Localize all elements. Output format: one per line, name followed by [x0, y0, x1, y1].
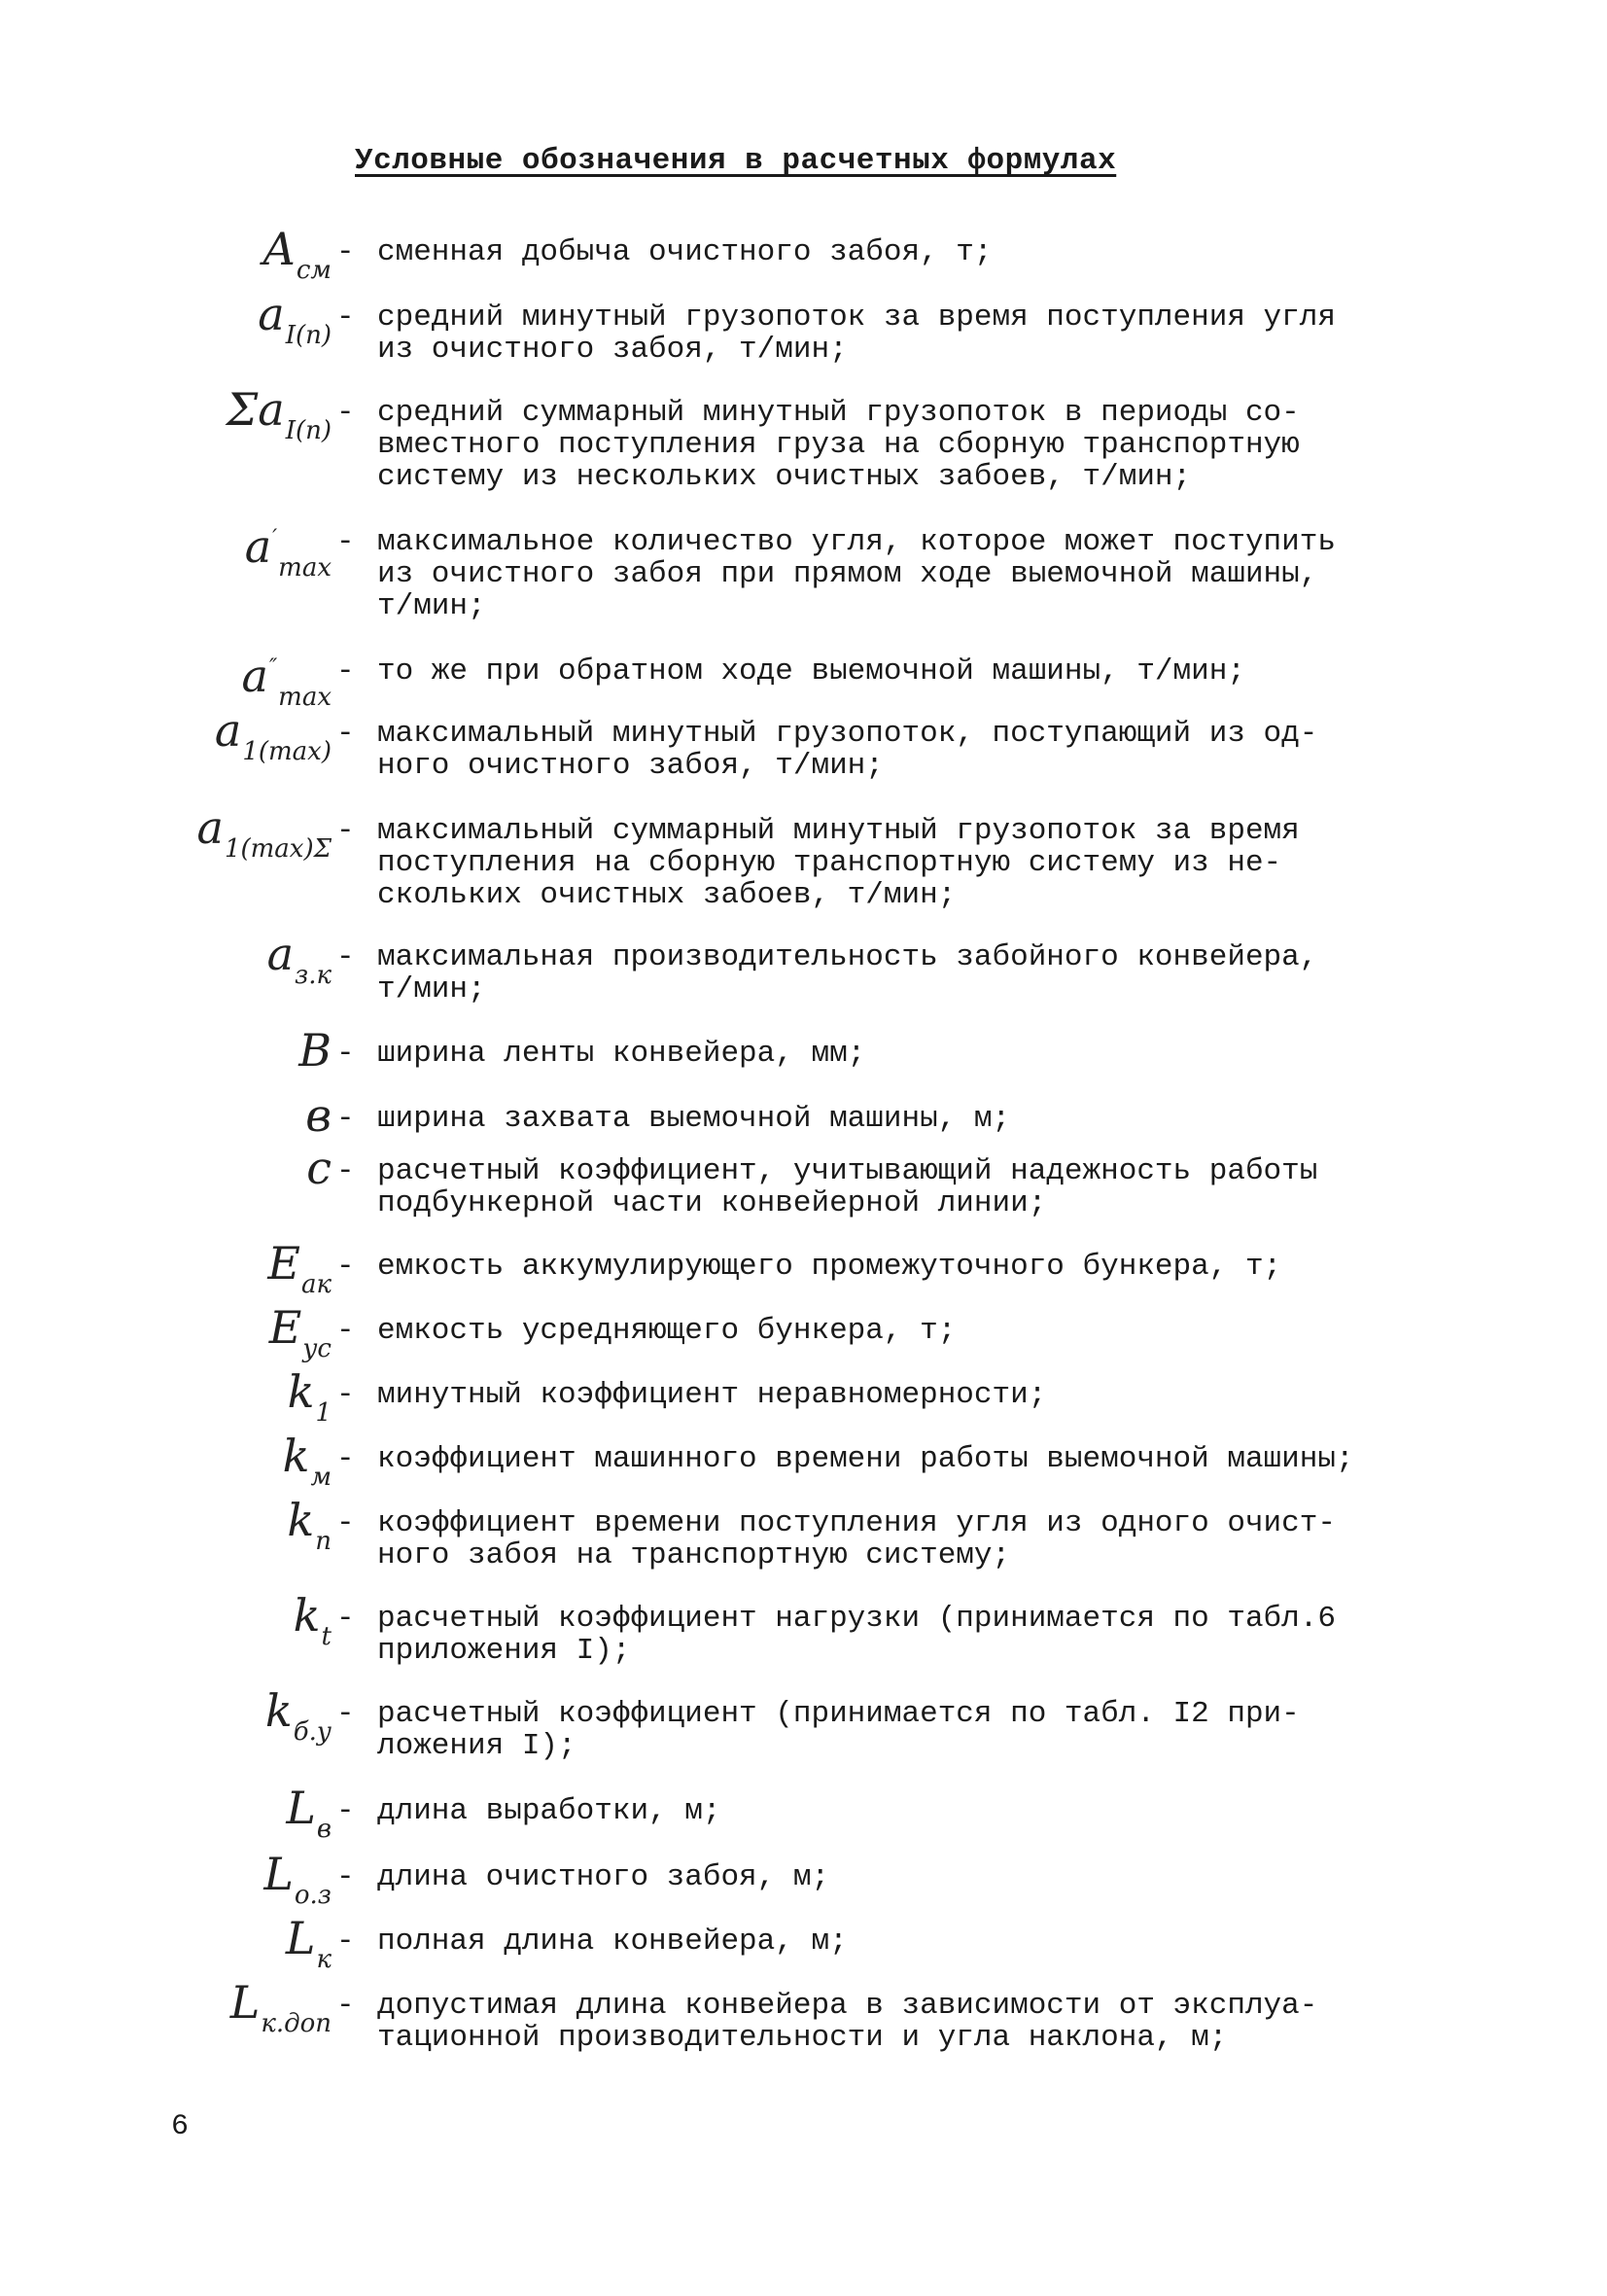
definition-line: сменная добыча очистного забоя, т; [377, 235, 993, 269]
definition-line: максимальный минутный грузопоток, поступающий из од- [377, 717, 1318, 751]
separator-dash: - [336, 717, 355, 751]
separator-dash: - [336, 235, 355, 269]
definition-line: расчетный коэффициент (принимается по табл. I2 при- [377, 1697, 1300, 1731]
page-title: Условные обозначения в расчетных формулах [355, 144, 1117, 178]
definition-line: т/мин; [377, 589, 486, 623]
definition-text [377, 1315, 1437, 1347]
symbol-subscript: I(п) [285, 321, 332, 350]
definition-text [377, 1155, 1437, 1219]
formula-symbol [258, 288, 332, 358]
definition-line: ширина захвата выемочной машины, м; [377, 1102, 1011, 1136]
symbol-subscript: 1(max)Σ [224, 834, 332, 864]
definition-text [377, 1443, 1437, 1475]
formula-symbol [286, 1782, 332, 1852]
definition-text [377, 1698, 1437, 1762]
symbol-subscript: к [316, 1945, 332, 1974]
formula-symbol [282, 1430, 332, 1500]
definition-line: расчетный коэффициент нагрузки (принимается по табл.6 [377, 1602, 1336, 1636]
separator-dash: - [336, 396, 355, 430]
definition-line: емкость аккумулирующего промежуточного бункера, т; [377, 1250, 1282, 1284]
separator-dash: - [336, 1378, 355, 1412]
symbol-superscript: ″ [268, 655, 278, 680]
definition-line: средний суммарный минутный грузопоток в периоды со- [377, 396, 1300, 430]
symbol-main: a [258, 288, 285, 340]
formula-symbol [293, 1589, 332, 1659]
definition-line: ного забоя на транспортную систему; [377, 1538, 1011, 1572]
symbol-main: k [293, 1589, 321, 1642]
formula-symbol [229, 1976, 332, 2046]
separator-dash: - [336, 1250, 355, 1284]
formula-symbol [305, 1089, 332, 1142]
symbol-subscript: о.з [294, 1881, 332, 1910]
symbol-main: в [305, 1089, 332, 1142]
symbol-main: k [287, 1365, 315, 1418]
symbol-subscript: в [316, 1815, 332, 1844]
formula-symbol [226, 383, 332, 453]
definition-line: расчетный коэффициент, учитывающий надежность работы [377, 1154, 1318, 1188]
separator-dash: - [336, 1602, 355, 1636]
symbol-subscript: ус [302, 1334, 332, 1363]
separator-dash: - [336, 1037, 355, 1071]
definition-line: то же при обратном ходе выемочной машины, т/мин; [377, 654, 1245, 689]
separator-dash: - [336, 1794, 355, 1828]
formula-symbol [287, 1494, 332, 1564]
definition-line: поступления на сборную транспортную систему из не- [377, 846, 1282, 880]
definition-text [377, 1507, 1437, 1572]
symbol-main: Σa [226, 383, 285, 436]
symbol-main: k [287, 1494, 315, 1546]
separator-dash: - [336, 525, 355, 559]
symbol-subscript: ак [300, 1270, 332, 1299]
symbol-main: a [196, 801, 224, 854]
definition-line: из очистного забоя, т/мин; [377, 333, 848, 367]
symbol-subscript: з.к [295, 961, 332, 990]
separator-dash: - [336, 1102, 355, 1136]
separator-dash: - [336, 1925, 355, 1959]
separator-dash: - [336, 1442, 355, 1476]
definition-line: длина выработки, м; [377, 1794, 721, 1828]
separator-dash: - [336, 654, 355, 689]
definition-line: минутный коэффициент неравномерности; [377, 1378, 1047, 1412]
definition-text [377, 1990, 1437, 2054]
definition-line: длина очистного забоя, м; [377, 1860, 830, 1894]
definition-line: тационной производительности и угла наклона, м; [377, 2021, 1228, 2055]
definition-line: систему из нескольких очистных забоев, т/мин; [377, 460, 1192, 494]
symbol-main: a [241, 650, 268, 702]
definition-text [377, 1038, 1437, 1070]
definition-text [377, 655, 1437, 688]
symbol-subscript: I(п) [285, 416, 332, 445]
definition-text [377, 301, 1437, 366]
formula-symbol [268, 1301, 332, 1371]
definition-text [377, 1861, 1437, 1893]
formula-symbol [262, 223, 332, 293]
definition-text [377, 718, 1437, 782]
separator-dash: - [336, 1860, 355, 1894]
formula-symbol [245, 516, 332, 590]
symbol-main: E [268, 1301, 302, 1354]
definition-line: коэффициент времени поступления угля из одного очист- [377, 1506, 1336, 1540]
symbol-subscript: max [278, 683, 332, 712]
symbol-subscript: 1(max) [242, 737, 332, 766]
symbol-main: E [267, 1237, 300, 1289]
symbol-subscript: к.доп [261, 2009, 332, 2038]
symbol-main: a [244, 520, 272, 573]
symbol-main: B [298, 1024, 332, 1077]
formula-symbol [263, 1848, 332, 1918]
definition-line: коэффициент машинного времени работы выемочной машины; [377, 1442, 1354, 1476]
definition-line: максимальная производительность забойного конвейера, [377, 940, 1318, 974]
symbol-main: k [282, 1430, 310, 1482]
definition-text [377, 526, 1437, 622]
definition-text [377, 1925, 1437, 1958]
definition-text [377, 1795, 1437, 1827]
definition-line: подбункерной части конвейерной линии; [377, 1186, 1047, 1220]
definition-text [377, 1103, 1437, 1135]
definition-text [377, 941, 1437, 1006]
definition-line: ширина ленты конвейера, мм; [377, 1037, 866, 1071]
symbol-subscript: t [321, 1622, 332, 1651]
symbol-main: a [214, 704, 242, 757]
symbol-main: k [264, 1684, 293, 1737]
definition-text [377, 1251, 1437, 1283]
separator-dash: - [336, 1314, 355, 1348]
formula-symbol [196, 801, 332, 871]
definition-text [377, 815, 1437, 911]
separator-dash: - [336, 1154, 355, 1188]
formula-symbol [264, 1684, 332, 1754]
formula-symbol [287, 1365, 332, 1435]
definition-line: емкость усредняющего бункера, т; [377, 1314, 957, 1348]
symbol-main: c [306, 1142, 332, 1194]
definition-line: ложения I); [377, 1729, 576, 1763]
definition-text [377, 236, 1437, 268]
symbol-subscript: max [278, 553, 332, 583]
symbol-subscript: 1 [315, 1398, 332, 1428]
definition-line: максимальный суммарный минутный грузопоток за время [377, 814, 1300, 848]
definition-line: из очистного забоя при прямом ходе выемочной машины, [377, 557, 1318, 591]
formula-symbol [306, 1142, 332, 1194]
symbol-main: L [286, 1782, 316, 1834]
symbol-main: A [262, 223, 296, 275]
definition-line: вместного поступления груза на сборную транспортную [377, 428, 1300, 462]
definition-line: скольких очистных забоев, т/мин; [377, 878, 957, 912]
definition-text [377, 1603, 1437, 1667]
symbol-subscript: б.у [293, 1717, 332, 1747]
separator-dash: - [336, 940, 355, 974]
separator-dash: - [336, 814, 355, 848]
separator-dash: - [336, 1697, 355, 1731]
formula-symbol [266, 928, 332, 998]
separator-dash: - [336, 300, 355, 335]
formula-symbol [267, 1237, 332, 1307]
definition-line: средний минутный грузопоток за время поступления угля [377, 300, 1336, 335]
definition-line: максимальное количество угля, которое может поступить [377, 525, 1336, 559]
definition-line: допустимая длина конвейера в зависимости от эксплуа- [377, 1989, 1318, 2023]
symbol-subscript: м [310, 1463, 332, 1492]
definition-text [377, 397, 1437, 493]
symbol-superscript: ′ [272, 526, 278, 550]
symbol-main: a [266, 928, 295, 980]
symbol-main: L [285, 1912, 316, 1964]
formula-symbol [298, 1024, 332, 1077]
symbol-main: L [263, 1848, 294, 1900]
page-number: 6 [171, 2110, 190, 2143]
symbol-subscript: п [315, 1527, 332, 1556]
definition-line: ного очистного забоя, т/мин; [377, 749, 884, 783]
formula-symbol [214, 704, 332, 774]
symbol-main: L [229, 1976, 261, 2029]
separator-dash: - [336, 1506, 355, 1540]
separator-dash: - [336, 1989, 355, 2023]
definition-line: приложения I); [377, 1634, 631, 1668]
definition-line: т/мин; [377, 972, 486, 1007]
definition-text [377, 1379, 1437, 1411]
symbol-subscript: см [296, 256, 332, 285]
formula-symbol [285, 1912, 332, 1982]
definition-line: полная длина конвейера, м; [377, 1925, 848, 1959]
